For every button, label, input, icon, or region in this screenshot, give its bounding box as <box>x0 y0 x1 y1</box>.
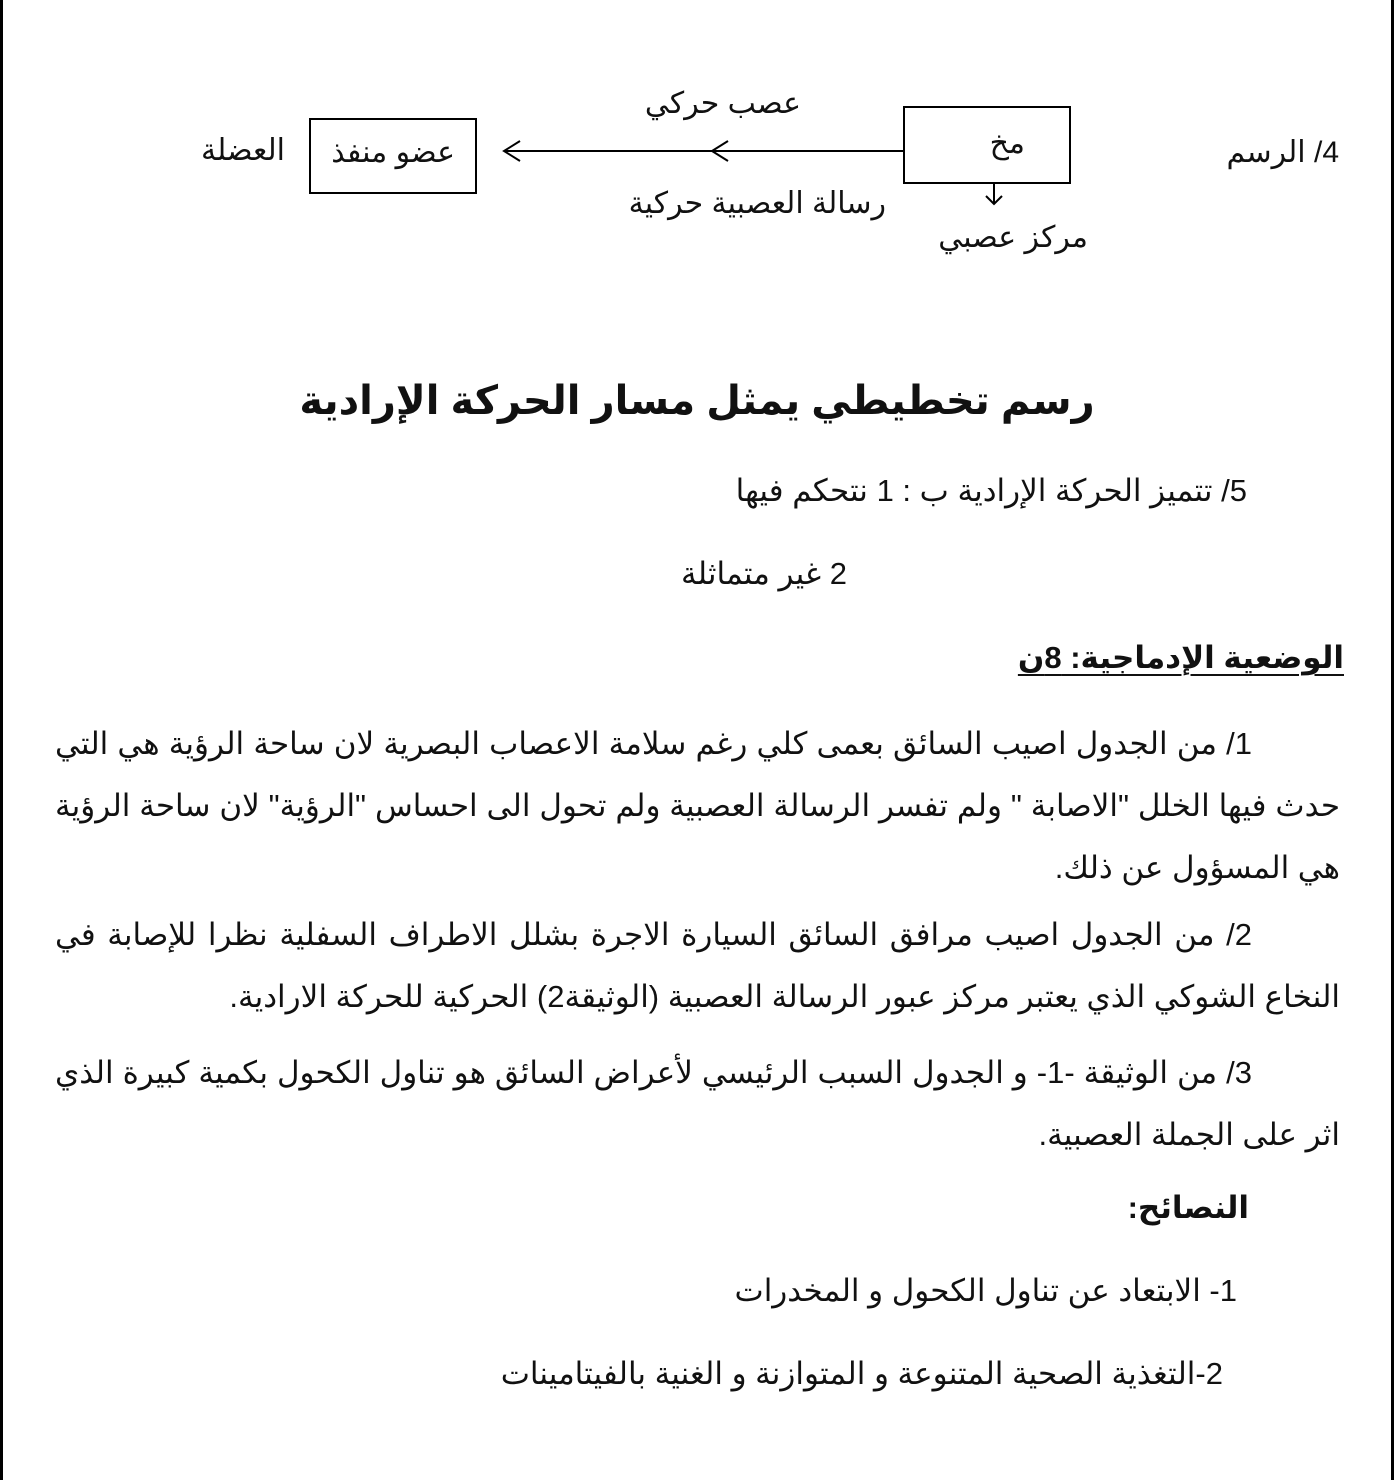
integration-heading: الوضعية الإدماجية: 8ن <box>1017 640 1344 675</box>
paragraph-3-text: 3/ من الوثيقة -1- و الجدول السبب الرئيسي لأعراض السائق هو تناول الكحول بكمية كبيرة الذي اثر على الجملة العصبية. <box>55 1055 1340 1152</box>
advice-item-2: 2-التغذية الصحية المتنوعة و المتوازنة و الغنية بالفيتامينات <box>500 1356 1223 1391</box>
motor-message-label: رسالة العصبية حركية <box>628 187 886 220</box>
question-4-label: 4/ الرسم <box>1226 136 1339 169</box>
motor-nerve-label: عصب حركي <box>644 87 801 120</box>
muscle-label: العضلة <box>201 134 285 167</box>
integration-paragraph-2 <box>55 904 1340 1028</box>
diagram-title: رسم تخطيطي يمثل مسار الحركة الإرادية <box>299 379 1095 423</box>
paragraph-2-text: 2/ من الجدول اصيب مرافق السائق السيارة الاجرة بشلل الاطراف السفلية نظرا للإصابة في النخاع الشوكي الذي يعتبر مركز عبور الرسالة العصبية (الوثيقة2) الحركية للحركة الارادية. <box>55 917 1340 1014</box>
question-5-line-2: 2 غير متماثلة <box>681 556 847 591</box>
diagram-arrows <box>0 0 1394 300</box>
paragraph-1-text: 1/ من الجدول اصيب السائق بعمى كلي رغم سلامة الاعصاب البصرية لان ساحة الرؤية هي التي حدث فيها الخلل "الاصابة " ولم تفسر الرسالة العصبية ولم تحول الى احساس "الرؤية" لان ساحة الرؤية هي المسؤول عن ذلك. <box>55 726 1340 885</box>
advice-heading: النصائح: <box>1127 1190 1249 1225</box>
advice-item-1: 1- الابتعاد عن تناول الكحول و المخدرات <box>734 1273 1237 1308</box>
nerve-center-label: مركز عصبي <box>938 221 1088 254</box>
integration-paragraph-3 <box>55 1042 1340 1166</box>
question-5-line-1: 5/ تتميز الحركة الإرادية ب : 1 نتحكم فيها <box>735 473 1247 508</box>
effector-label: عضو منفذ <box>331 136 455 169</box>
brain-label: مخ <box>989 127 1025 160</box>
integration-paragraph-1 <box>55 713 1340 899</box>
